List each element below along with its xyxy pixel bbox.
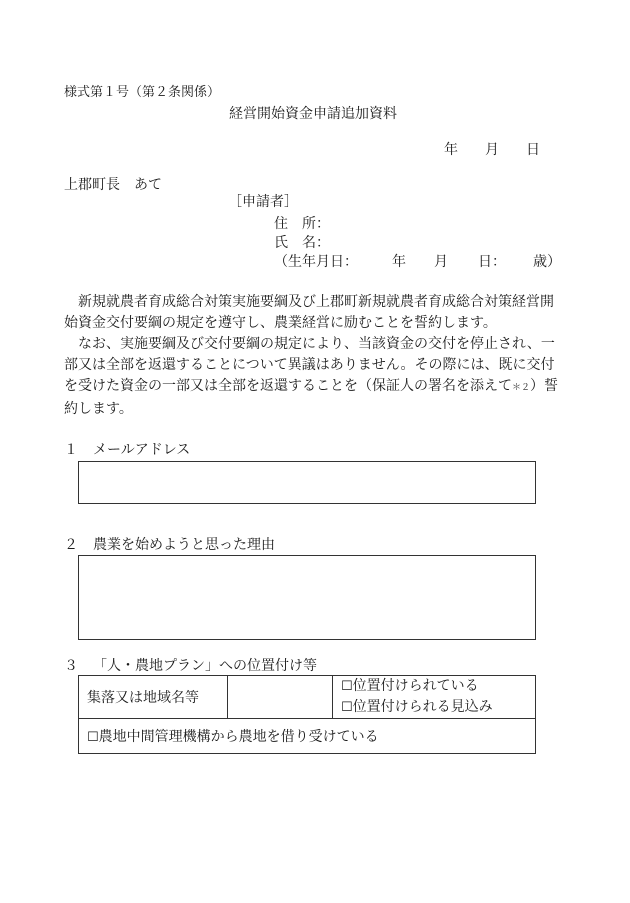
applicant-heading: ［申請者］ xyxy=(228,194,298,210)
option-positioned[interactable] xyxy=(341,676,527,697)
email-field[interactable] xyxy=(78,461,536,504)
section-1-label: メールアドレス xyxy=(93,442,191,458)
settlement-value-cell[interactable] xyxy=(228,676,333,719)
checkbox-icon[interactable]: ☐ xyxy=(87,730,99,745)
settlement-label: 集落又は地域名等 xyxy=(87,690,199,706)
option-positioned-label: 位置付けられている xyxy=(352,678,479,694)
section-2-number: ２ xyxy=(64,537,78,553)
date-year-label: 年 xyxy=(444,142,458,158)
pledge-paragraph-2-end: ）誓約します。 xyxy=(64,378,559,417)
option-expected[interactable] xyxy=(341,697,527,718)
form-number: 様式第１号（第２条関係） xyxy=(64,85,221,100)
checkbox-icon[interactable]: ☐ xyxy=(341,700,353,715)
farming-reason-field[interactable] xyxy=(78,555,536,640)
settlement-label-cell xyxy=(79,676,228,719)
section-2-label: 農業を始めようと思った理由 xyxy=(93,537,275,553)
addressee: 上郡町長 あて xyxy=(64,177,162,193)
section-3-label: 「人・農地プラン」への位置付け等 xyxy=(93,658,317,674)
pledge-paragraph-2 xyxy=(64,334,566,420)
plan-table xyxy=(78,675,536,754)
section-1-number: １ xyxy=(64,442,78,458)
applicant-name-label: 氏 名： xyxy=(274,235,330,251)
option-expected-label: 位置付けられる見込み xyxy=(352,699,493,715)
positioning-options-cell xyxy=(333,676,536,719)
checkbox-icon[interactable]: ☐ xyxy=(341,679,353,694)
guarantor-note-marker: ＊２ xyxy=(512,383,531,393)
document-title: 経営開始資金申請追加資料 xyxy=(229,106,397,122)
pledge-paragraph-1: 新規就農者育成総合対策実施要綱及び上郡町新規就農者育成総合対策経営開始資金交付要綱の規定を遵守し、農業経営に励むことを誓約します。 xyxy=(64,294,554,331)
date-day-label: 日 xyxy=(526,142,540,158)
applicant-birth-label: （生年月日： xyxy=(274,254,358,270)
applicant-birth-month: 月 xyxy=(434,254,448,270)
applicant-age-label: 歳） xyxy=(533,254,561,270)
applicant-birth-day: 日： xyxy=(478,254,506,270)
option-farmland-bank-label: 農地中間管理機構から農地を借り受けている xyxy=(98,729,379,745)
applicant-birth-year: 年 xyxy=(392,254,406,270)
applicant-address-label: 住 所： xyxy=(274,216,330,232)
pledge-paragraph-2-main: なお、実施要綱及び交付要綱の規定により、当該資金の交付を停止され、一部又は全部を返還することについて異議はありません。その際には、既に交付を受けた資金の一部又は全部を返還することを（保証人の署名を添えて xyxy=(64,336,555,394)
section-3-number: ３ xyxy=(64,658,78,674)
date-month-label: 月 xyxy=(485,142,499,158)
farmland-bank-cell xyxy=(79,719,536,754)
